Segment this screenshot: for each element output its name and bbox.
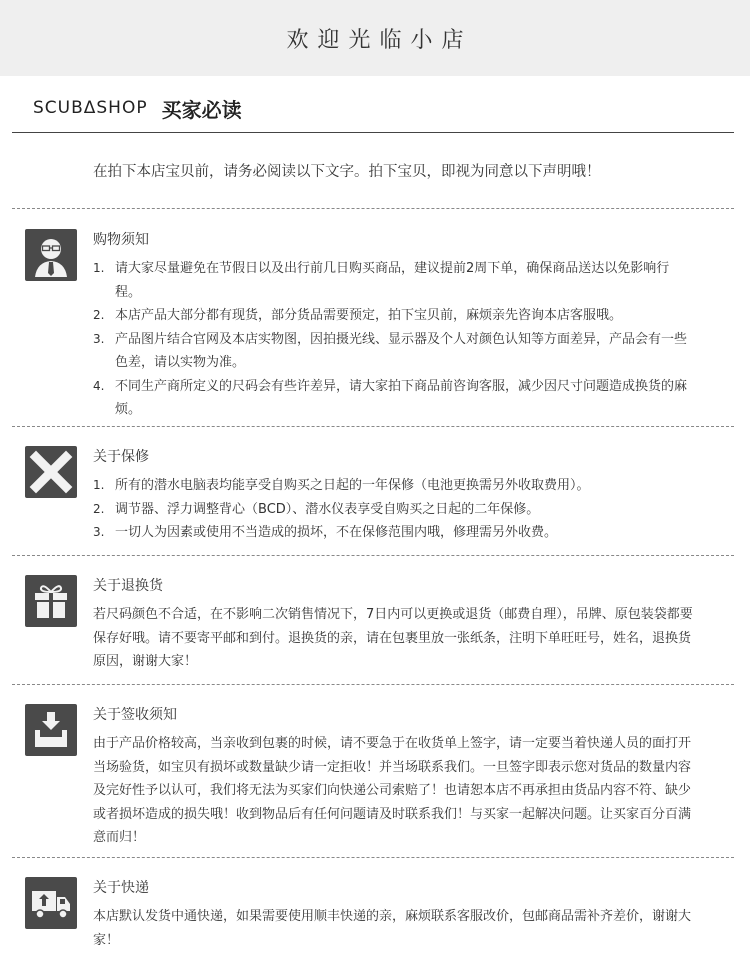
list-item: [93, 304, 693, 328]
list-item: [93, 257, 693, 304]
item-text: 不同生产商所定义的尺码会有些许差异，请大家拍下商品前咨询客服，减少因尺寸问题造成换货的麻烦。: [115, 378, 688, 417]
section-title: 关于保修: [93, 449, 149, 465]
header-divider: [12, 132, 734, 133]
item-number: 1.: [93, 261, 105, 275]
section-divider: [12, 684, 734, 685]
section-list: [93, 474, 693, 545]
banner-title: 欢迎光临小店: [286, 27, 473, 53]
section-divider: [12, 857, 734, 858]
item-text: 所有的潜水电脑表均能享受自购买之日起的一年保修（电池更换需另外收取费用）。: [115, 478, 590, 493]
section-title: 关于快递: [93, 880, 149, 896]
page-title: 买家必读: [161, 97, 242, 122]
welcome-banner: [0, 0, 750, 76]
list-item: [93, 375, 693, 422]
section-list: [93, 257, 693, 422]
item-number: 3.: [93, 331, 105, 346]
delivery-truck-icon: [25, 877, 77, 929]
brand-logo: SCUBΔSHOP: [33, 98, 148, 118]
section-paragraph: 若尺码颜色不合适，在不影响二次销售情况下，7日内可以更换或退货（邮费自理），吊牌、原包装袋都要保存好哦。请不要寄平邮和到付。退换货的亲，请在包裹里放一张纸条，注明下单旺旺号，姓名，退换货原因，谢谢大家！: [93, 607, 693, 669]
intro-notice: 在拍下本店宝贝前，请务必阅读以下文字。拍下宝贝，即视为同意以下声明哦！: [93, 164, 601, 180]
section-divider: [12, 555, 734, 556]
section-title: 关于签收须知: [93, 707, 177, 723]
gift-box-icon: [25, 575, 77, 627]
inbox-download-icon: [25, 704, 77, 756]
item-number: 2.: [93, 308, 105, 322]
user-avatar-icon: [25, 229, 77, 281]
list-item: [93, 474, 693, 498]
item-text: 一切人为因素或使用不当造成的损坏，不在保修范围内哦，修理需另外收费。: [115, 525, 558, 540]
list-item: [93, 498, 693, 522]
section-paragraph: 本店默认发货中通快递，如果需要使用顺丰快递的亲，麻烦联系客服改价，包邮商品需补齐差价，谢谢大家！: [93, 909, 692, 948]
section-divider: [12, 426, 734, 427]
list-item: [93, 521, 693, 545]
section-title: 购物须知: [93, 232, 149, 248]
item-number: 1.: [93, 478, 105, 492]
list-item: [93, 328, 693, 375]
section-paragraph: 由于产品价格较高，当亲收到包裹的时候，请不要急于在收货单上签字，请一定要当着快递人员的面打开当场验货，如宝贝有损坏或数量缺少请一定拒收！并当场联系我们。一旦签字即表示您对货品的数量内容及完好性予以认可，我们将无法为买家们向快递公司索赔了！也请恕本店不再承担由货品内容不符、缺少或者损坏造成的损失哦！收到物品后有任何问题请及时联系我们！与买家一起解决问题。让买家百分百满意而归！: [93, 736, 692, 845]
item-text: 调节器、浮力调整背心（BCD）、潜水仪表享受自购买之日起的二年保修。: [115, 501, 540, 517]
section-title: 关于退换货: [93, 578, 163, 594]
x-mark-icon: [25, 446, 77, 498]
item-text: 产品图片结合官网及本店实物图，因拍摄光线、显示器及个人对颜色认知等方面差异，产品会有一些色差，请以实物为准。: [115, 331, 688, 370]
item-number: 3.: [93, 525, 105, 539]
brand-header: [33, 93, 242, 123]
item-text: 本店产品大部分都有现货，部分货品需要预定，拍下宝贝前，麻烦亲先咨询本店客服哦。: [115, 308, 623, 323]
item-number: 4.: [93, 378, 105, 393]
item-number: 2.: [93, 501, 105, 516]
item-text: 请大家尽量避免在节假日以及出行前几日购买商品，建议提前2周下单，确保商品送达以免影响行程。: [115, 261, 670, 300]
section-divider: [12, 208, 734, 209]
